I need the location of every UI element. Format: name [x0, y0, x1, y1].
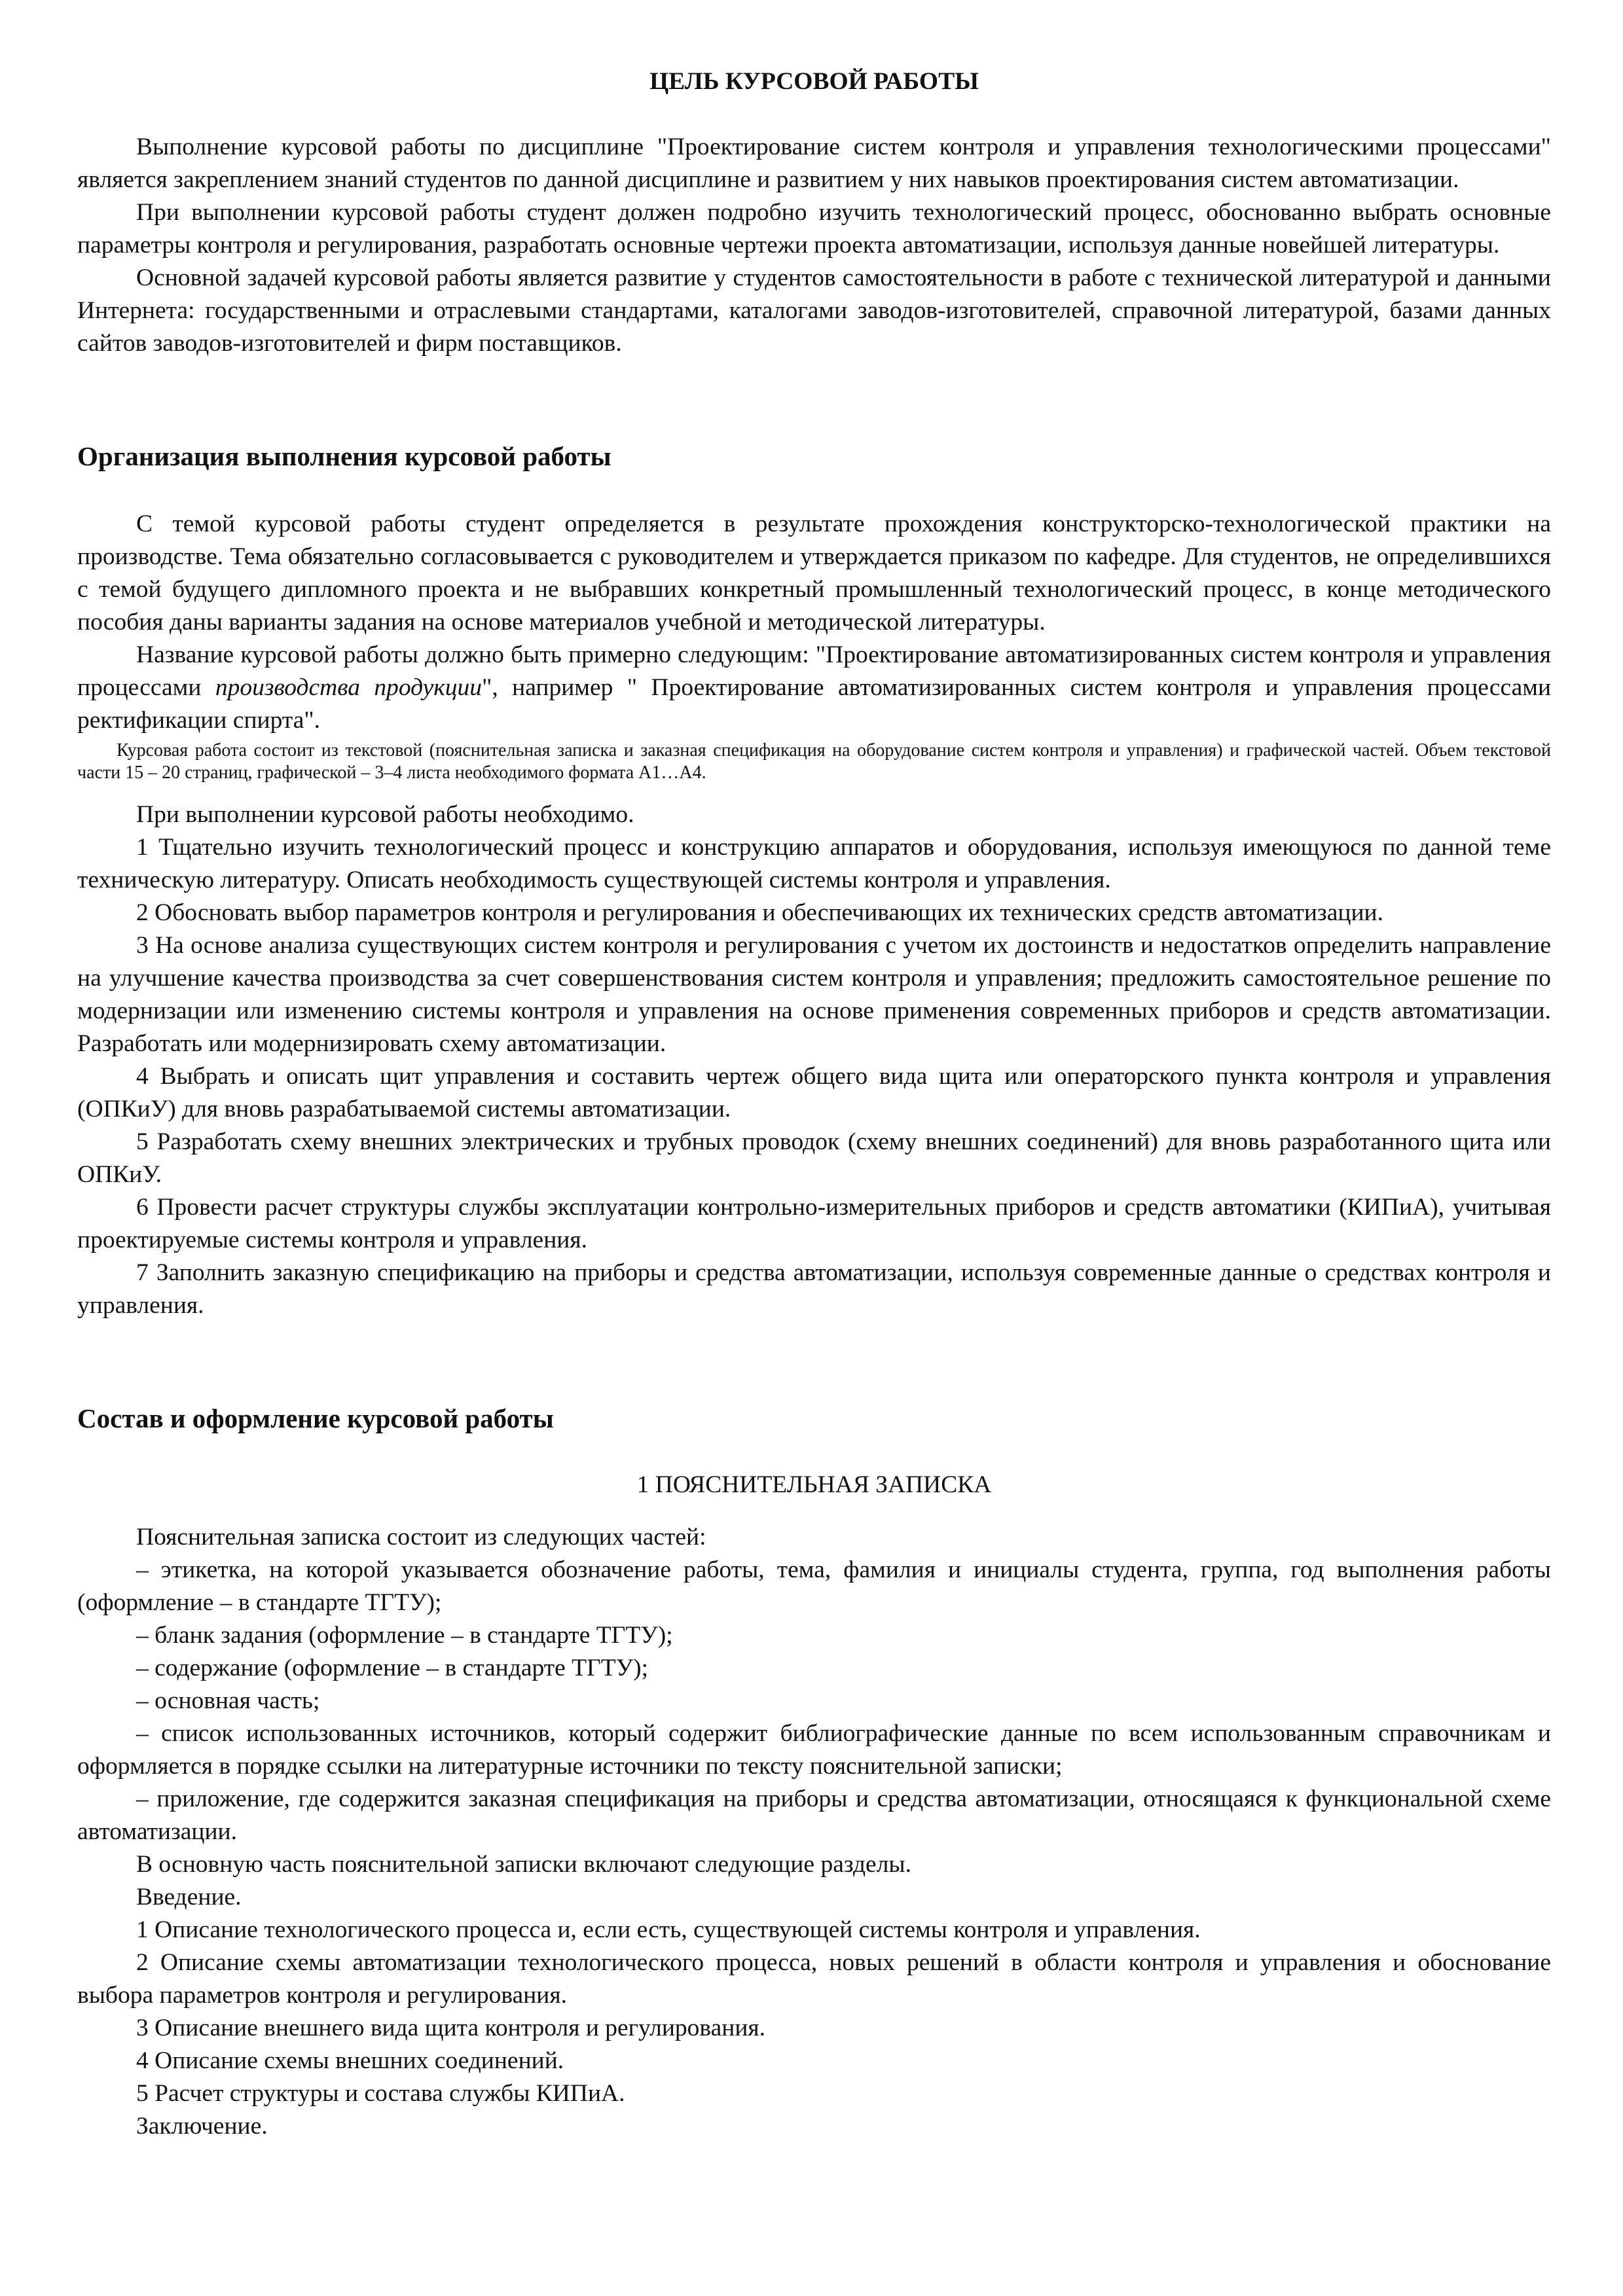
- dash-item-2: – бланк задания (оформление – в стандарте ТГТУ);: [136, 1622, 673, 1649]
- organization-paragraph-2: [77, 639, 1551, 737]
- main-section-item-5: 5 Расчет структуры и состава службы КИПиА.: [136, 2080, 625, 2107]
- requirement-item-4: 4 Выбрать и описать щит управления и составить чертеж общего вида щита или операторского пункта контроля и управления (ОПКиУ) для вновь разрабатываемой системы автоматизации.: [77, 1063, 1551, 1122]
- organization-paragraph-1: С темой курсовой работы студент определяется в результате прохождения конструкторско-технологической практики на производстве. Тема обязательно согласовывается с руководителем и утверждается приказом по кафедре. Для студентов, не определившихся с темой будущего дипломного проекта и не выбравших конкретный промышленный технологический процесс, в конце методического пособия даны варианты задания на основе материалов учебной и методической литературы.: [77, 511, 1551, 636]
- intro-paragraph-2: При выполнении курсовой работы студент должен подробно изучить технологический процесс, обоснованно выбрать основные параметры контроля и регулирования, разработать основные чертежи проекта автоматизации, используя данные новейшей литературы.: [77, 199, 1551, 259]
- requirement-item-7: 7 Заполнить заказную спецификацию на приборы и средства автоматизации, используя современные данные о средствах контроля и управления.: [77, 1259, 1551, 1319]
- organization-paragraph-2-start: Название курсовой работы должно быть примерно следующим: "Проектирование автоматизированных систем контроля и управления процессами: [77, 641, 1551, 701]
- requirements-lead: При выполнении курсовой работы необходимо.: [136, 801, 634, 828]
- dash-item-1: – этикетка, на которой указывается обозначение работы, тема, фамилия и инициалы студента, группа, год выполнения работы (оформление – в стандарте ТГТУ);: [77, 1556, 1551, 1616]
- dash-item-5: – список использованных источников, который содержит библиографические данные по всем использованным справочникам и оформляется в порядке ссылки на литературные источники по тексту пояснительной записки;: [77, 1720, 1551, 1780]
- requirement-item-3: 3 На основе анализа существующих систем контроля и регулирования с учетом их достоинств и недостатков определить направление на улучшение качества производства за счет совершенствования систем контроля и управления; предложить самостоятельное решение по модернизации или изменению системы контроля и управления на основе применения современных приборов и средств автоматизации. Разработать или модернизировать схему автоматизации.: [77, 932, 1551, 1057]
- page-title: ЦЕЛЬ КУРСОВОЙ РАБОТЫ: [649, 68, 979, 95]
- section-heading-organization: Организация выполнения курсовой работы: [77, 441, 611, 471]
- small-note-paragraph: Курсовая работа состоит из текстовой (пояснительная записка и заказная спецификация на оборудование систем контроля и управления) и графической частей. Объем текстовой части 15 – 20 страниц, графической – 3–4 листа необходимого формата А1…А4.: [77, 740, 1551, 783]
- section-heading-composition: Состав и оформление курсовой работы: [77, 1403, 554, 1433]
- organization-paragraph-2-italic: производства продукции: [215, 674, 483, 701]
- dash-item-4: – основная часть;: [136, 1687, 320, 1714]
- organization-paragraph-2-end: ", например " Проектирование автоматизированных систем контроля и управления процессами ректификации спирта".: [77, 674, 1552, 734]
- requirement-item-2: 2 Обосновать выбор параметров контроля и регулирования и обеспечивающих их технических средств автоматизации.: [136, 899, 1383, 926]
- intro-paragraph-3: Основной задачей курсовой работы является развитие у студентов самостоятельности в работе с технической литературой и данными Интернета: государственными и отраслевыми стандартами, каталогами заводов-изготовителей, справочной литературой, базами данных сайтов заводов-изготовителей и фирм поставщиков.: [77, 264, 1551, 357]
- requirement-item-5: 5 Разработать схему внешних электрических и трубных проводок (схему внешних соединений) для вновь разработанного щита или ОПКиУ.: [77, 1128, 1551, 1188]
- explanatory-note-lead: Пояснительная записка состоит из следующих частей:: [136, 1524, 706, 1551]
- intro-paragraph-1: Выполнение курсовой работы по дисциплине "Проектирование систем контроля и управления технологическими процессами" является закреплением знаний студентов по данной дисциплине и развитием у них навыков проектирования систем автоматизации.: [77, 134, 1551, 193]
- dash-item-3: – содержание (оформление – в стандарте ТГТУ);: [136, 1655, 649, 1681]
- subsection-heading-explanatory-note: 1 ПОЯСНИТЕЛЬНАЯ ЗАПИСКА: [636, 1471, 992, 1498]
- main-section-item-3: 3 Описание внешнего вида щита контроля и регулирования.: [136, 2015, 766, 2041]
- main-part-lead: В основную часть пояснительной записки включают следующие разделы.: [136, 1851, 911, 1878]
- dash-item-6: – приложение, где содержится заказная спецификация на приборы и средства автоматизации, относящаяся к функциональной схеме автоматизации.: [77, 1785, 1551, 1845]
- requirement-item-6: 6 Провести расчет структуры службы эксплуатации контрольно-измерительных приборов и средств автоматики (КИПиА), учитывая проектируемые системы контроля и управления.: [77, 1194, 1551, 1253]
- requirement-item-1: 1 Тщательно изучить технологический процесс и конструкцию аппаратов и оборудования, используя имеющуюся по данной теме техническую литературу. Описать необходимость существующей системы контроля и управления.: [77, 834, 1551, 893]
- main-section-item-1: 1 Описание технологического процесса и, если есть, существующей системы контроля и управления.: [136, 1916, 1201, 1943]
- conclusion-label: Заключение.: [136, 2113, 268, 2140]
- introduction-label: Введение.: [136, 1884, 242, 1910]
- main-section-item-2: 2 Описание схемы автоматизации технологического процесса, новых решений в области контроля и управления и обоснование выбора параметров контроля и регулирования.: [77, 1949, 1551, 2009]
- main-section-item-4: 4 Описание схемы внешних соединений.: [136, 2047, 564, 2074]
